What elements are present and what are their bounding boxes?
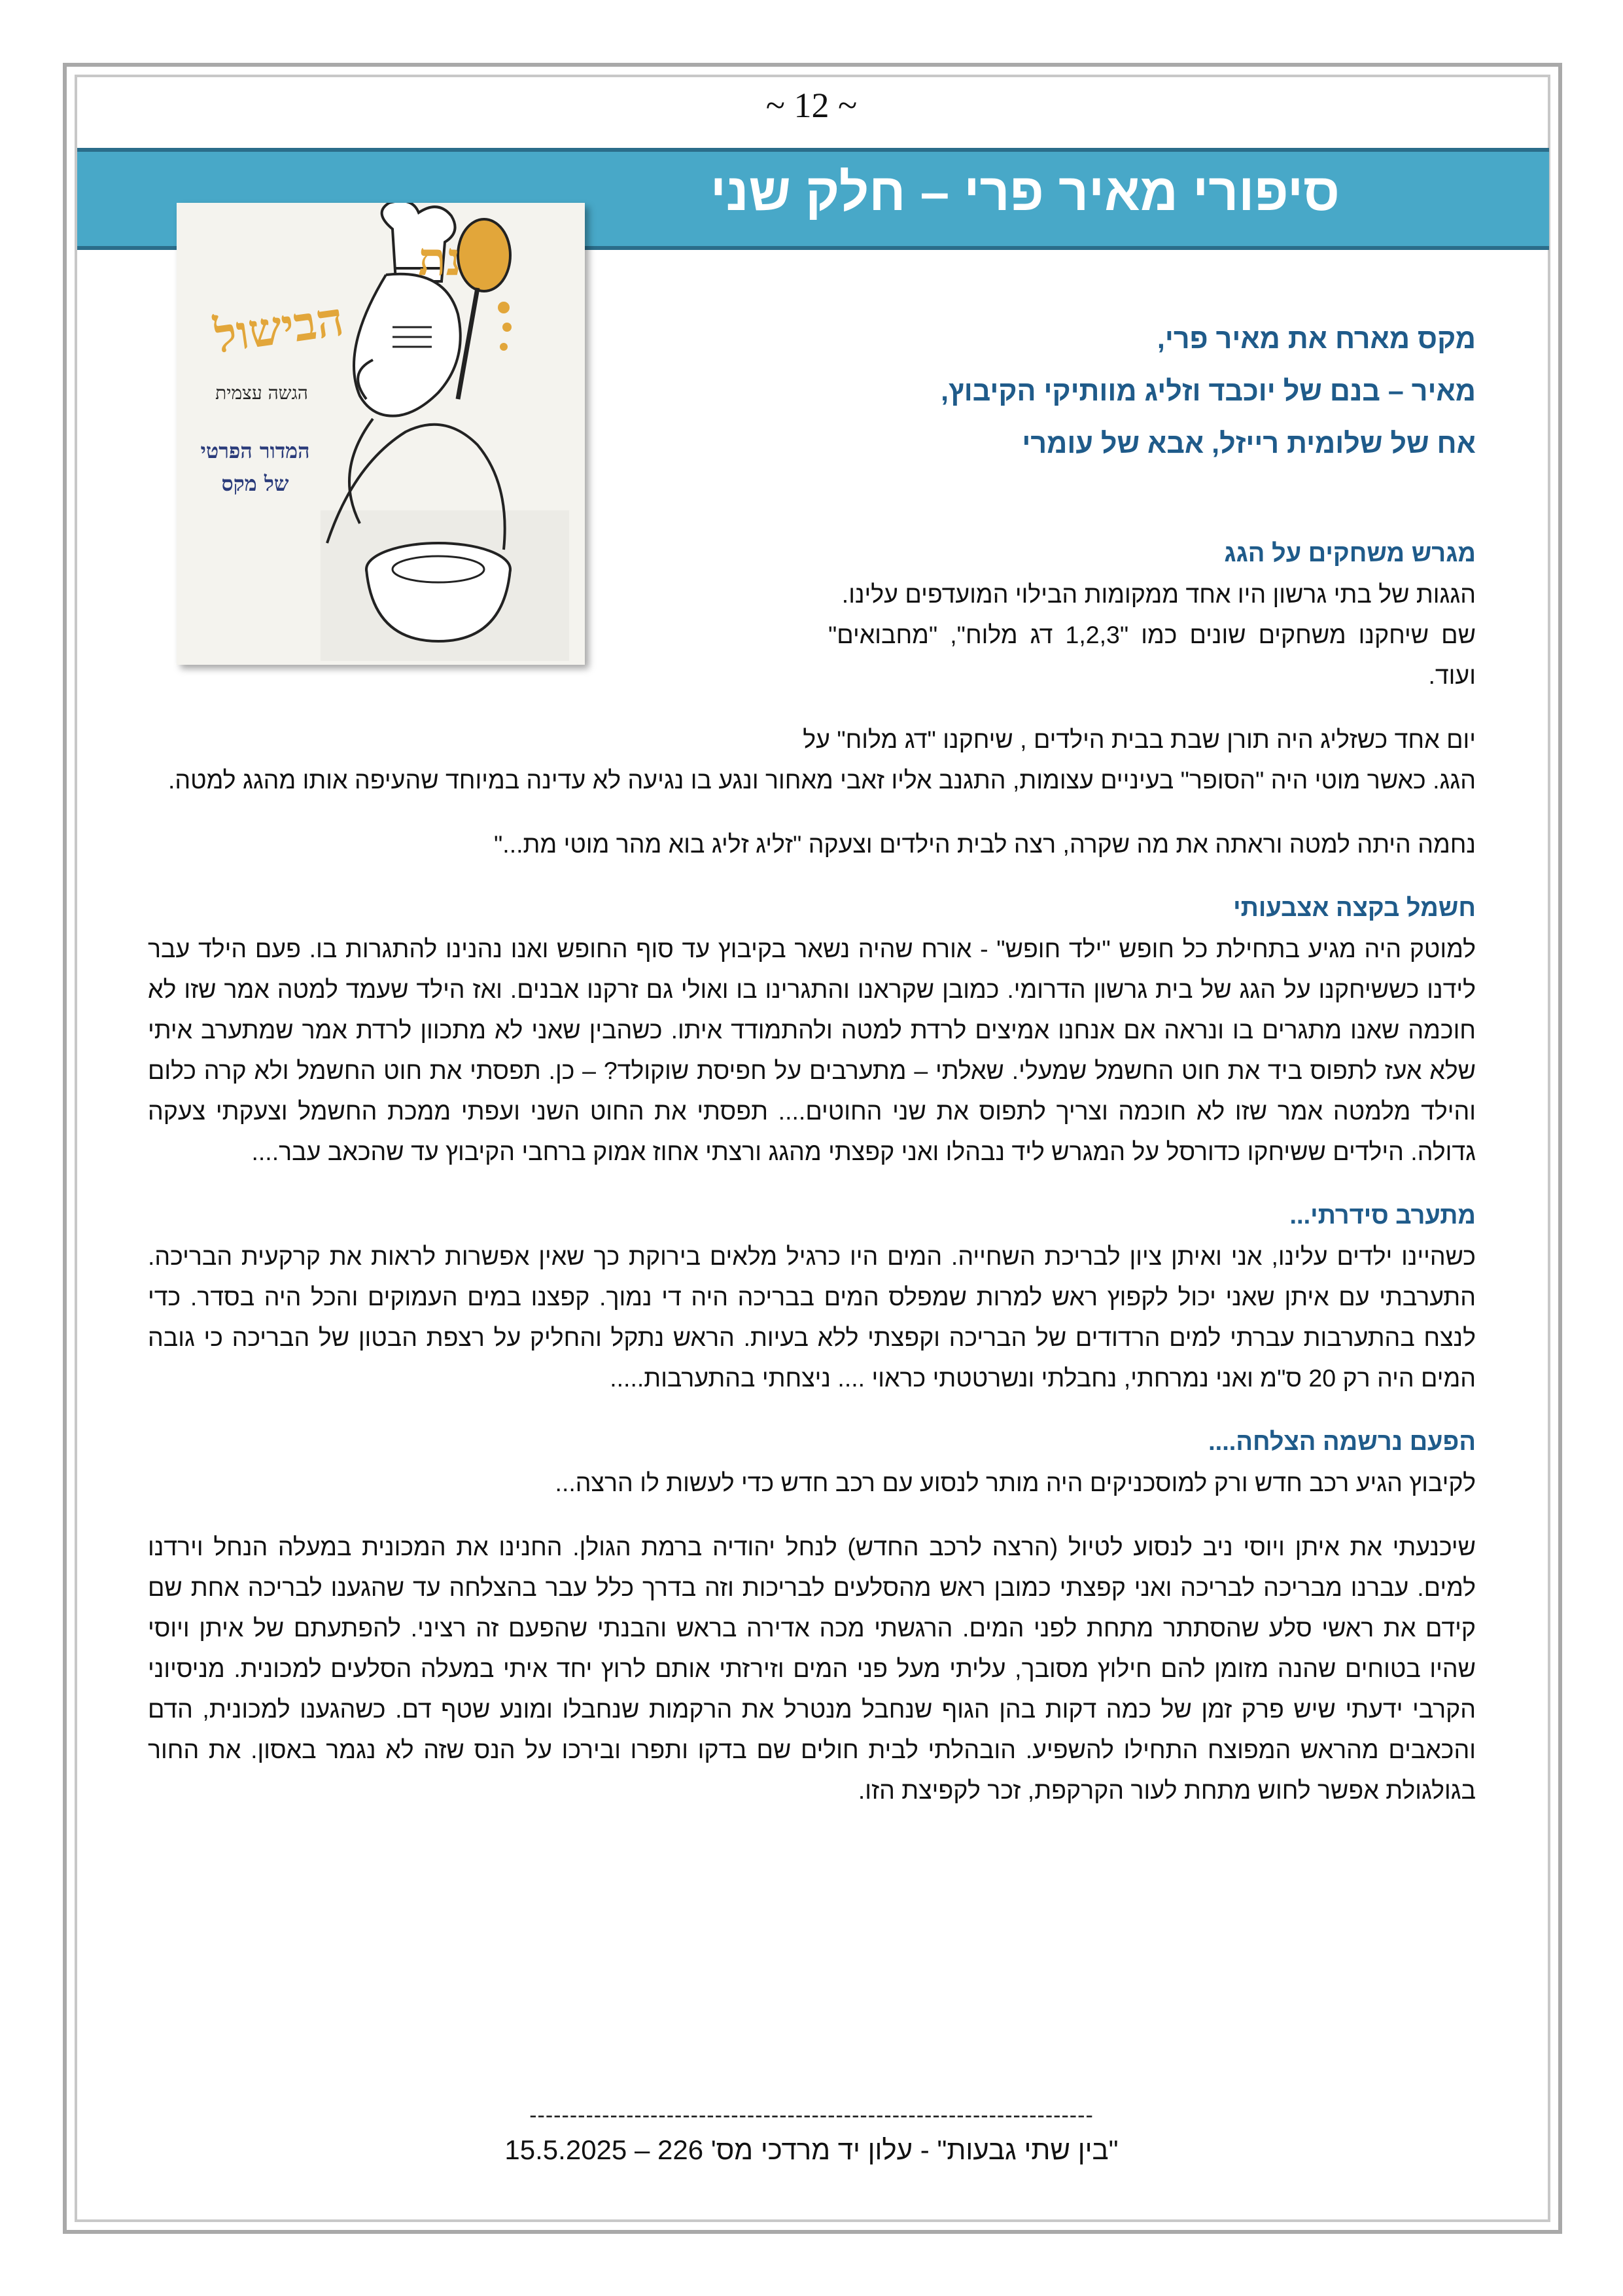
- intro-line: מאיר – בנם של יוכבד וזליג מוותיקי הקיבוץ,: [941, 376, 1476, 407]
- footer-divider: ----------------------------------------------------------------------: [529, 2103, 1094, 2128]
- intro-line: אח של שלומית רייזל, אבא של עומרי: [1022, 428, 1476, 459]
- text-line: הגג. כאשר מוטי היה "הסופר" בעיניים עצומות, התגנב אליו זאבי מאחור ונגע בו נגיעה לא עדינה במיוחד שהעיפה אותו מהגג למטה.: [168, 766, 1476, 794]
- text-line: יום אחד כשזליג היה תורן שבת בבית הילדים , שיחקנו "דג מלוח" על: [803, 726, 1476, 753]
- section-heading-electric: חשמל בקצה אצבעותי: [1233, 894, 1476, 922]
- paragraph: למוטק היה מגיע בתחילת כל חופש "ילד חופש" - אורח שהיה נשאר בקיבוץ עד סוף החופש ואנו נהנינו להתגרות בו. פעם הילד עבר לידנו כששיחקנו על הגג של בית גרשון הדרומי. כמובן שקראנו והתגרינו בו ואולי גם זרקנו אבנים. ואז הילד שעמד למטה אמר שזו לא חוכמה שאנו מתגרים בו ונראה אם אנחנו אמיצים לרדת למטה ולהתמודד איתו. כשהבין שאני לא מתכוון לרדת אמר שמתערב איתי שלא אעז לתפוס ביד את חוט החשמל שמעלי. שאלתי – מתערבים על חפיסת שוקולד? – כן. תפסתי את חוט החשמל ולא קרה כלום והילד מלמטה אמר שזו לא חוכמה וצריך לתפוס את שני החוטים.... תפסתי את החוט השני ועפתי ממכת החשמל וצעקתי צעקה גדולה. הילדים ששיחקו כדורסל על המגרש ליד נבהלו ואני קפצתי מהגג ורצתי אחוז אמוק ברחבי הקיבוץ עד שהכאב עבר....: [148, 935, 1476, 1165]
- section-heading-success: הפעם נרשמה הצלחה....: [1208, 1428, 1476, 1456]
- paragraph: שיכנעתי את איתן ויוסי ניב לנסוע לטיול (הרצה לרכב החדש) לנחל יהודיה ברמת הגולן. החנינו את המכונית במעלה הנחל וירדנו למים. עברנו מבריכה לבריכה ואני קפצתי כמובן ראש מהסלעים לבריכות וזה בדרך כלל עבר בהצלחה עד שהגענו לבריכה אחת שם קידם את ראשי סלע שהסתתר מתחת לפני המים. הרגשתי מכה אדירה בראש והבנתי שהפעם זה רציני. להפתעתם של איתן ויוסי שהיו בטוחים שהנה מזומן להם חילוץ מסובך, עליתי מעל פני המים וזירזתי אותם לרוץ יחד איתי במעלה הסלעים למכונית. מניסיוני הקרבי ידעתי שיש פרק זמן של כמה דקות בהן הגוף שנחבל מנטרל את הרקמות שנחבלו ומונע שטף דם. כשהגענו למכונית, הדם והכאבים מהראש המפוצח התחילו להשפיע. הובהלתי לבית חולים שם בדקו ותפרו ובירכו על הנס שזה לא נגמר באסון. את החור בגולגולת אפשר לחוש מתחת לעור הקרקפת, זכר לקפיצת הזו.: [148, 1533, 1476, 1804]
- paragraph: לקיבוץ הגיע רכב חדש ורק למוסכניקים היה מותר לנסוע עם רכב חדש כדי לעשות לו הרצה...: [555, 1469, 1476, 1496]
- page-number: ~ 12 ~: [765, 86, 858, 125]
- illustration-credit-line1: המדור הפרטי: [200, 438, 310, 463]
- text-line: שם שיחקנו משחקים שונים כמו "1,2,3 דג מלוח", "מחבואים" ועוד.: [828, 621, 1476, 689]
- intro-line: מקס מארח את מאיר פרי,: [1157, 323, 1476, 355]
- paragraph: נחמה היתה למטה וראתה את מה שקרה, רצה לבית הילדים וצעקה "זליג זליג בוא מהר מוטי מת...": [493, 830, 1476, 858]
- article-body: [148, 533, 1476, 1834]
- illustration-subtitle: הגשה עצמית: [215, 382, 308, 404]
- intro-block: [560, 313, 1476, 470]
- page-title: סיפורי מאיר פרי – חלק שני: [710, 163, 1340, 221]
- paragraph: [828, 574, 1476, 696]
- footer-text: "בין שתי גבעות" - עלון יד מרדכי מס' 226 – 15.5.2025: [504, 2134, 1119, 2165]
- paragraph: כשהיינו ילדים עלינו, אני ואיתן ציון לבריכת השחייה. המים היו כרגיל מלאים בירוקת כך שאין אפשרות לראות את קרקעית הבריכה. התערבתי עם איתן שאני יכול לקפוץ ראש למרות שמפלס המים בבריכה היה די נמוך. קפצנו במים העמוקים והכל היה בסדר. כדי לנצח בהתערבות עברתי למים הרדודים של הבריכה וקפצתי ללא בעיות. הראש נתקל והחליק על רצפת הבטון של הבריכה כי גובה המים היה רק 20 ס"מ ואני נמרחתי, נחבלתי ונשרטטתי כראוי .... ניצחתי בהתערבות.....: [148, 1243, 1476, 1392]
- paragraph: [148, 719, 1476, 800]
- section-heading-bet: מתערב סידרתי...: [1289, 1202, 1476, 1229]
- illustration-credit-line2: של מקס: [221, 471, 289, 496]
- text-line: הגגות של בתי גרשון היו אחד ממקומות הבילוי המועדפים עלינו.: [841, 580, 1476, 608]
- illustration-title-line1: פינת: [418, 232, 498, 286]
- illustration-title-line2: הבישול: [211, 290, 347, 364]
- section-heading-roof: מגרש משחקים על הגג: [1224, 540, 1476, 567]
